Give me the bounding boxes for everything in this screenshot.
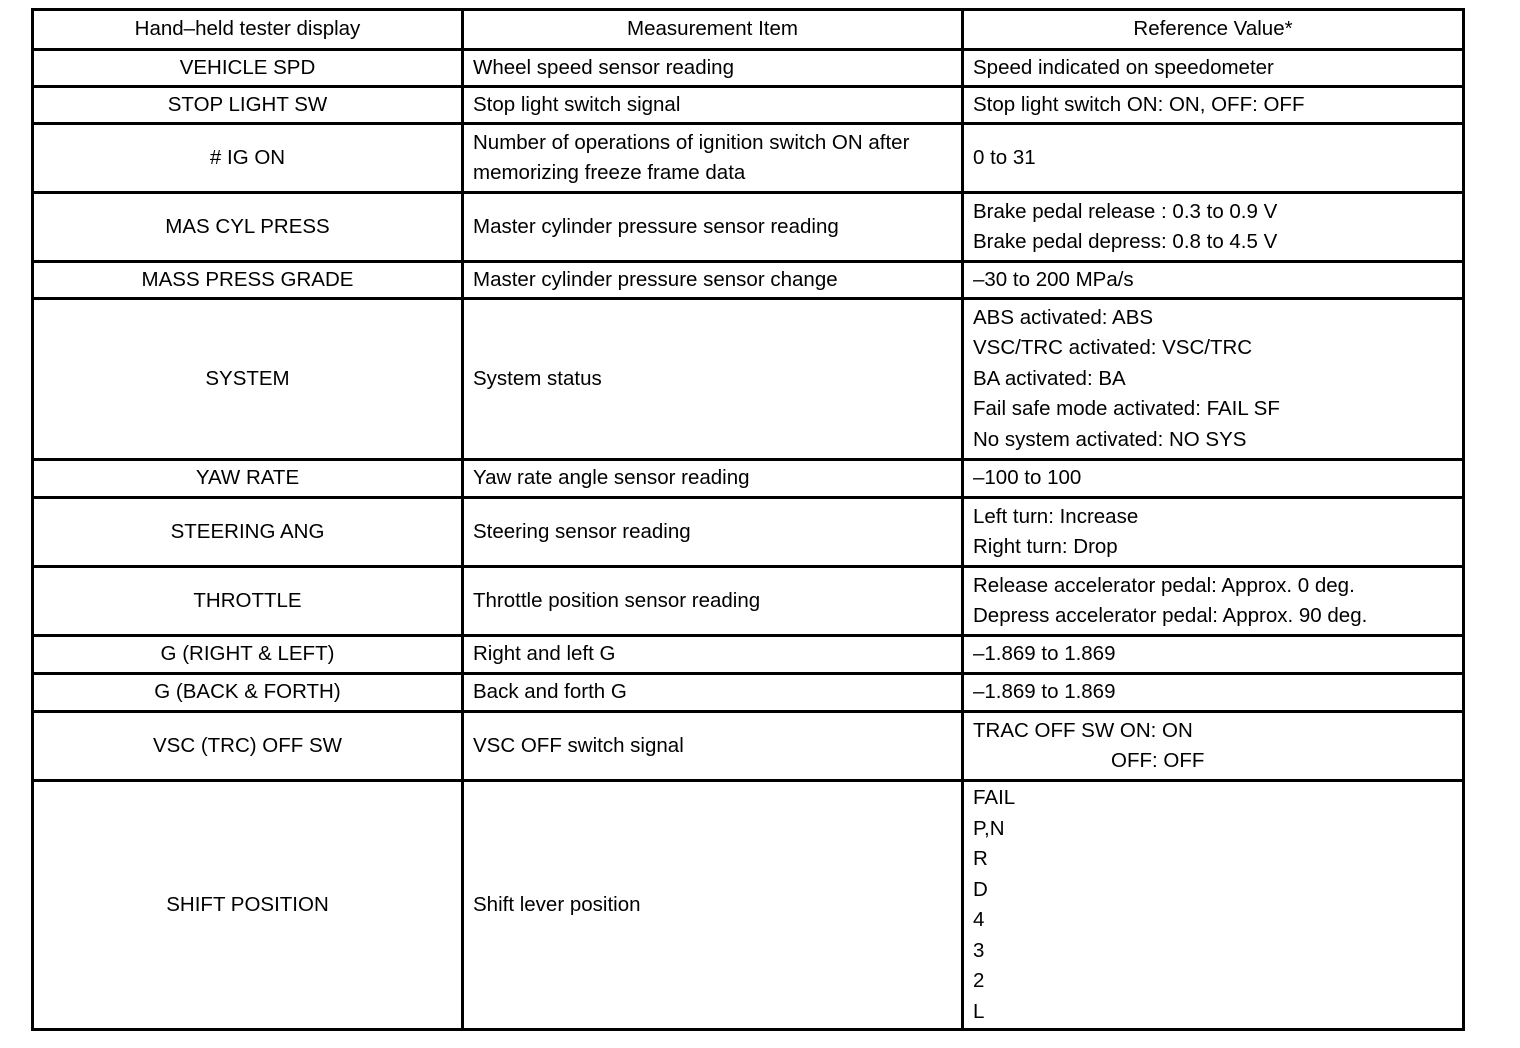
reference-line: 4 [973, 908, 985, 931]
measurement-line: Right and left G [473, 642, 616, 666]
measurement-item-cell [463, 87, 963, 124]
tester-display-cell: STEERING ANG [33, 498, 463, 567]
table-row [33, 299, 1464, 460]
header-reference-value: Reference Value* [963, 10, 1464, 50]
reference-value-cell [963, 567, 1464, 636]
measurement-line: Number of operations of ignition switch ON after [473, 130, 910, 154]
reference-value-cell [963, 299, 1464, 460]
table-row [33, 124, 1464, 193]
reference-line: Release accelerator pedal: Approx. 0 deg. [973, 573, 1355, 597]
tester-display-cell: SHIFT POSITION [33, 781, 463, 1030]
table-row [33, 193, 1464, 262]
reference-line: R [973, 847, 988, 870]
tester-display-cell: YAW RATE [33, 460, 463, 498]
measurement-line: Wheel speed sensor reading [473, 55, 734, 79]
tester-display-cell: # IG ON [33, 124, 463, 193]
measurement-item-cell [463, 712, 963, 781]
reference-line: L [973, 999, 985, 1023]
measurement-item-cell [463, 636, 963, 674]
tester-display-cell: THROTTLE [33, 567, 463, 636]
header-measurement-item: Measurement Item [463, 10, 963, 50]
reference-value-table [31, 8, 1465, 1031]
measurement-item-cell [463, 567, 963, 636]
reference-line: –1.869 to 1.869 [973, 680, 1116, 704]
reference-line: Depress accelerator pedal: Approx. 90 deg. [973, 604, 1368, 627]
measurement-line: Master cylinder pressure sensor change [473, 267, 838, 291]
reference-line: OFF: OFF [1111, 749, 1205, 772]
measurement-line: Shift lever position [473, 892, 641, 916]
table-row [33, 87, 1464, 124]
table-row [33, 567, 1464, 636]
reference-line: 2 [973, 969, 985, 992]
reference-line: 3 [973, 938, 985, 962]
table-row [33, 50, 1464, 87]
reference-line: BA activated: BA [973, 366, 1126, 390]
reference-value-cell [963, 262, 1464, 299]
table-row [33, 262, 1464, 299]
tester-display-cell: SYSTEM [33, 299, 463, 460]
tester-display-cell: MAS CYL PRESS [33, 193, 463, 262]
table-row [33, 781, 1464, 1030]
reference-value-cell [963, 712, 1464, 781]
header-tester-display: Hand–held tester display [33, 10, 463, 50]
reference-line: –30 to 200 MPa/s [973, 267, 1134, 291]
reference-line: 0 to 31 [973, 145, 1036, 169]
measurement-item-cell [463, 50, 963, 87]
tester-display-cell: STOP LIGHT SW [33, 87, 463, 124]
reference-line: Fail safe mode activated: FAIL SF [973, 397, 1280, 421]
measurement-item-cell [463, 124, 963, 193]
reference-value-cell [963, 781, 1464, 1030]
reference-line: Right turn: Drop [973, 535, 1118, 558]
reference-value-cell [963, 124, 1464, 193]
measurement-line: VSC OFF switch signal [473, 733, 684, 757]
measurement-item-cell [463, 460, 963, 498]
reference-value-cell [963, 193, 1464, 262]
measurement-item-cell [463, 262, 963, 299]
reference-line: VSC/TRC activated: VSC/TRC [973, 336, 1253, 360]
reference-value-cell [963, 50, 1464, 87]
reference-value-cell [963, 674, 1464, 712]
reference-line: FAIL [973, 786, 1016, 809]
tester-display-cell: VEHICLE SPD [33, 50, 463, 87]
reference-value-cell [963, 87, 1464, 124]
reference-line: Left turn: Increase [973, 504, 1139, 528]
table-header-row [33, 10, 1464, 50]
tester-display-cell: G (RIGHT & LEFT) [33, 636, 463, 674]
measurement-line: Yaw rate angle sensor reading [473, 466, 750, 490]
reference-line: Brake pedal release : 0.3 to 0.9 V [973, 199, 1278, 223]
reference-line: No system activated: NO SYS [973, 427, 1247, 451]
reference-value-cell [963, 460, 1464, 498]
reference-line: P,N [973, 816, 1005, 840]
reference-line: D [973, 877, 988, 901]
tester-display-cell: VSC (TRC) OFF SW [33, 712, 463, 781]
reference-line: Stop light switch ON: ON, OFF: OFF [973, 92, 1305, 116]
measurement-line: Steering sensor reading [473, 519, 691, 543]
reference-line: Speed indicated on speedometer [973, 55, 1274, 79]
table-row [33, 674, 1464, 712]
reference-value-cell [963, 636, 1464, 674]
reference-line: Brake pedal depress: 0.8 to 4.5 V [973, 230, 1278, 253]
reference-line: TRAC OFF SW ON: ON [973, 718, 1193, 742]
measurement-item-cell [463, 299, 963, 460]
measurement-item-cell [463, 674, 963, 712]
measurement-line: memorizing freeze frame data [473, 161, 746, 184]
tester-display-cell: G (BACK & FORTH) [33, 674, 463, 712]
reference-line: ABS activated: ABS [973, 305, 1154, 329]
table-row [33, 712, 1464, 781]
reference-value-cell [963, 498, 1464, 567]
measurement-line: Master cylinder pressure sensor reading [473, 214, 839, 238]
measurement-item-cell [463, 781, 963, 1030]
measurement-item-cell [463, 498, 963, 567]
table-row [33, 460, 1464, 498]
measurement-line: Stop light switch signal [473, 92, 681, 116]
measurement-line: Back and forth G [473, 680, 627, 704]
measurement-item-cell [463, 193, 963, 262]
reference-line: –1.869 to 1.869 [973, 642, 1116, 666]
measurement-line: Throttle position sensor reading [473, 588, 761, 612]
reference-line: –100 to 100 [973, 466, 1082, 490]
tester-display-cell: MASS PRESS GRADE [33, 262, 463, 299]
table-row [33, 498, 1464, 567]
table-row [33, 636, 1464, 674]
measurement-line: System status [473, 366, 602, 390]
